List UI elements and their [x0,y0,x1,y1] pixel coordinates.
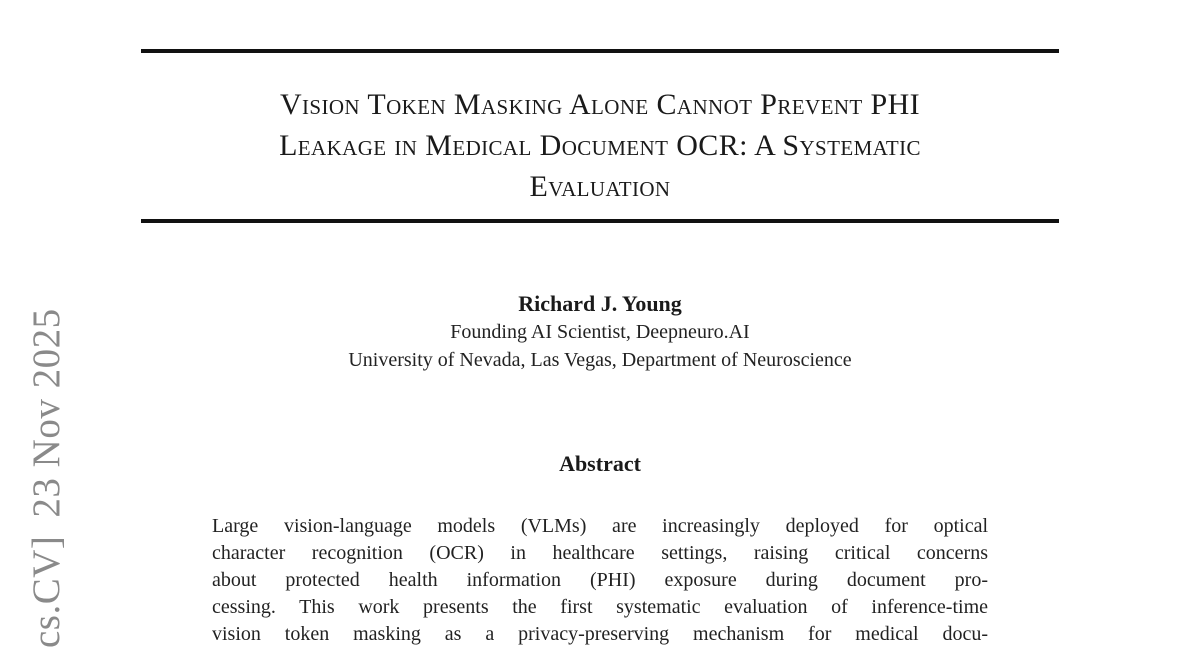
abstract-line: about protected health information (PHI) exposure during document pro- [212,569,988,591]
author-affiliation: Founding AI Scientist, Deepneuro.AI [450,321,750,343]
title-top-rule [141,49,1059,53]
author-name: Richard J. Young [518,291,682,316]
arxiv-category: cs.CV] [25,535,68,648]
abstract-line: vision token masking as a privacy-preserving mechanism for medical docu- [212,623,988,645]
author-affiliation: University of Nevada, Las Vegas, Department of Neuroscience [348,349,852,371]
arxiv-date: 23 Nov 2025 [25,308,68,518]
abstract-line: Large vision-language models (VLMs) are increasingly deployed for optical [212,515,988,537]
title-line: Leakage in Medical Document OCR: A Systematic [279,129,921,162]
title-line: Evaluation [529,170,671,203]
abstract-heading: Abstract [559,451,641,476]
author-block [141,290,1059,374]
title-bottom-rule [141,219,1059,223]
abstract-body [212,513,988,648]
paper-title [141,84,1059,207]
arxiv-identifier-stamp [24,308,70,648]
title-line: Vision Token Masking Alone Cannot Prevent PHI [279,88,921,121]
abstract-line: character recognition (OCR) in healthcare settings, raising critical concerns [212,542,988,564]
abstract-line: cessing. This work presents the first systematic evaluation of inference-time [212,596,988,618]
